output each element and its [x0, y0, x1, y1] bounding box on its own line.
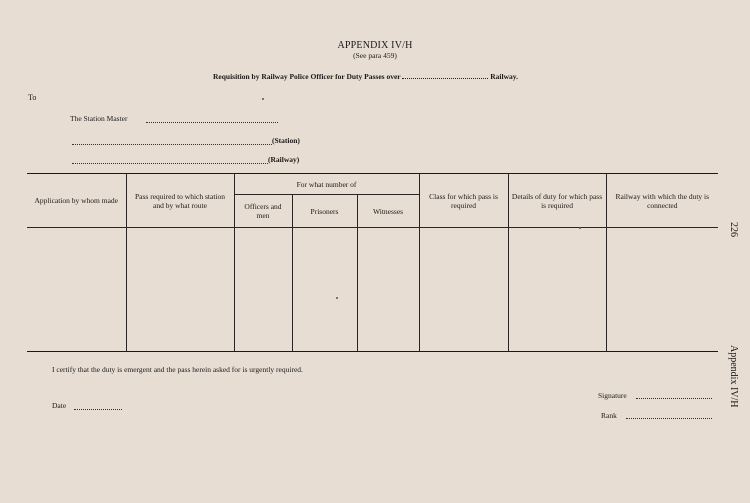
- station-master-blank[interactable]: [146, 122, 278, 123]
- paper-speck: [336, 297, 338, 299]
- cell-prisoners[interactable]: [292, 228, 357, 352]
- date-blank[interactable]: [74, 409, 122, 410]
- cell-railway[interactable]: [606, 228, 718, 352]
- header-officers: Officers and men: [234, 195, 292, 228]
- station-blank[interactable]: [72, 144, 272, 145]
- form-subtitle: (See para 459): [353, 51, 397, 60]
- date-label: Date: [52, 401, 67, 410]
- cell-application[interactable]: [27, 228, 126, 352]
- paper-speck: [579, 227, 581, 229]
- header-pass-required: Pass required to which station and by what route: [126, 174, 234, 228]
- header-railway: Railway with which the duty is connected: [606, 174, 718, 228]
- to-label: To: [28, 93, 37, 102]
- header-number-group: For what number of: [234, 174, 419, 195]
- page-number: 226: [728, 222, 739, 237]
- header-prisoners: Prisoners: [292, 195, 357, 228]
- cell-details[interactable]: [508, 228, 606, 352]
- railway-label: (Railway): [268, 155, 300, 164]
- cell-pass-required[interactable]: [126, 228, 234, 352]
- railway-blank[interactable]: [402, 78, 488, 79]
- cell-class[interactable]: [419, 228, 508, 352]
- paper-speck: [262, 98, 264, 100]
- requisition-prefix: Requisition by Railway Police Officer for Duty Passes over: [213, 72, 401, 81]
- header-witnesses: Witnesses: [357, 195, 419, 228]
- cell-witnesses[interactable]: [357, 228, 419, 352]
- requisition-suffix: Railway.: [490, 72, 518, 81]
- duty-pass-table: [27, 173, 718, 352]
- rank-label: Rank: [601, 411, 617, 420]
- header-details: Details of duty for which pass is required: [508, 174, 606, 228]
- requisition-heading: [213, 72, 518, 81]
- certification-text: I certify that the duty is emergent and the pass herein asked for is urgently required.: [52, 365, 303, 374]
- rank-blank[interactable]: [626, 418, 712, 419]
- cell-officers[interactable]: [234, 228, 292, 352]
- signature-label: Signature: [598, 391, 627, 400]
- appendix-side-label: Appendix IV/H: [728, 345, 739, 408]
- railway-name-blank[interactable]: [72, 163, 268, 164]
- header-application: Application by whom made: [27, 174, 126, 228]
- station-label: (Station): [272, 136, 300, 145]
- header-class: Class for which pass is required: [419, 174, 508, 228]
- form-title: APPENDIX IV/H: [337, 40, 413, 51]
- signature-blank[interactable]: [636, 398, 712, 399]
- station-master-label: The Station Master: [70, 114, 128, 123]
